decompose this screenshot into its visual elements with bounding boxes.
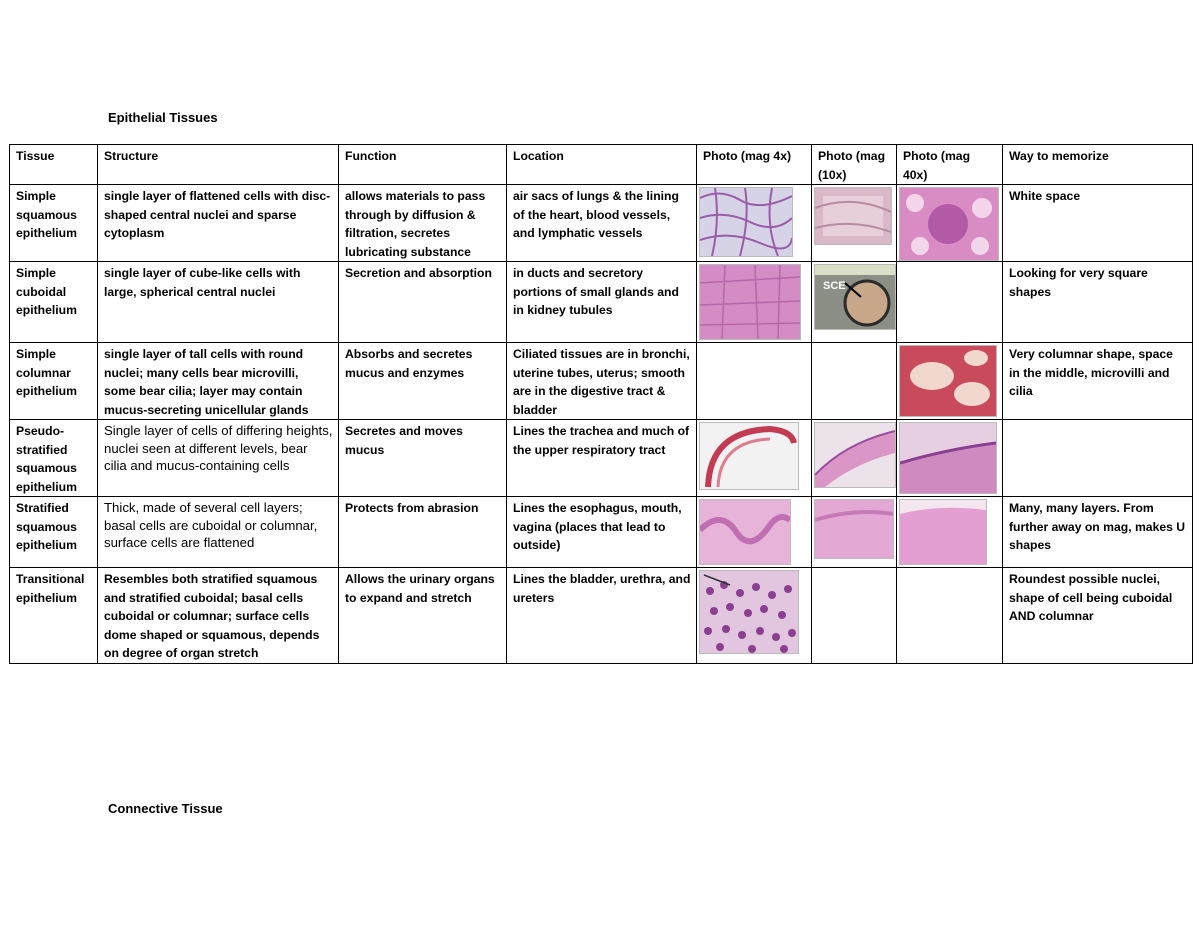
page-title: Epithelial Tissues: [108, 110, 218, 125]
photo-40x-cell: [897, 420, 1003, 497]
micrograph-image: [814, 499, 894, 559]
header-cell: Way to memorize: [1003, 145, 1193, 185]
micrograph-image: [899, 499, 987, 565]
tissue-cell: Simple columnar epithelium: [10, 343, 98, 420]
header-cell: Function: [339, 145, 507, 185]
micrograph-image: [814, 264, 896, 330]
photo-4x-cell: [697, 420, 812, 497]
table-row: [10, 497, 1193, 568]
micrograph-image: [899, 345, 997, 417]
table-row: [10, 185, 1193, 262]
location-cell: Ciliated tissues are in bronchi, uterine tubes, uterus; smooth are in the digestive tract & bladder: [507, 343, 697, 420]
photo-4x-cell: [697, 185, 812, 262]
header-cell: Photo (mag (10x): [812, 145, 897, 185]
photo-4x-cell: [697, 262, 812, 343]
function-cell: Protects from abrasion: [339, 497, 507, 568]
memorize-cell: Many, many layers. From further away on mag, makes U shapes: [1003, 497, 1193, 568]
header-cell: Structure: [98, 145, 339, 185]
memorize-cell: [1003, 420, 1193, 497]
header-cell: Photo (mag 40x): [897, 145, 1003, 185]
function-cell: Secretion and absorption: [339, 262, 507, 343]
function-cell: allows materials to pass through by diffusion & filtration, secretes lubricating substance: [339, 185, 507, 262]
photo-10x-cell: [812, 497, 897, 568]
tissue-cell: Pseudo-stratified squamous epithelium: [10, 420, 98, 497]
photo-4x-cell: [697, 343, 812, 420]
micrograph-image: [814, 187, 892, 245]
function-cell: Secretes and moves mucus: [339, 420, 507, 497]
location-cell: Lines the bladder, urethra, and ureters: [507, 568, 697, 664]
photo-4x-cell: [697, 497, 812, 568]
micrograph-image: [699, 570, 799, 654]
photo-10x-cell: [812, 262, 897, 343]
location-cell: in ducts and secretory portions of small glands and in kidney tubules: [507, 262, 697, 343]
photo-10x-cell: [812, 343, 897, 420]
micrograph-image: [699, 422, 799, 490]
micrograph-image: [699, 187, 793, 257]
photo-10x-cell: [812, 185, 897, 262]
memorize-cell: Looking for very square shapes: [1003, 262, 1193, 343]
micrograph-image: [899, 187, 999, 261]
tissue-cell: Transitional epithelium: [10, 568, 98, 664]
photo-40x-cell: [897, 185, 1003, 262]
header-cell: Photo (mag 4x): [697, 145, 812, 185]
structure-cell: Resembles both stratified squamous and stratified cuboidal; basal cells cuboidal or columnar; surface cells dome shaped or squamous, depends on degree of organ stretch: [98, 568, 339, 664]
tissue-cell: Stratified squamous epithelium: [10, 497, 98, 568]
table-row: [10, 420, 1193, 497]
memorize-cell: White space: [1003, 185, 1193, 262]
structure-cell: Thick, made of several cell layers; basal cells are cuboidal or columnar, surface cells are flattened: [98, 497, 339, 568]
location-cell: Lines the esophagus, mouth, vagina (places that lead to outside): [507, 497, 697, 568]
table-row: [10, 262, 1193, 343]
structure-cell: single layer of cube-like cells with large, spherical central nuclei: [98, 262, 339, 343]
micrograph-image: [699, 264, 801, 340]
micrograph-image: [699, 499, 791, 565]
tissue-cell: Simple cuboidal epithelium: [10, 262, 98, 343]
header-cell: Location: [507, 145, 697, 185]
structure-cell: Single layer of cells of differing heights, nuclei seen at different levels, bear cilia and mucus-containing cells: [98, 420, 339, 497]
memorize-cell: Roundest possible nuclei, shape of cell being cuboidal AND columnar: [1003, 568, 1193, 664]
tissue-cell: Simple squamous epithelium: [10, 185, 98, 262]
photo-10x-cell: [812, 420, 897, 497]
structure-cell: single layer of tall cells with round nuclei; many cells bear microvilli, some bear cilia; layer may contain mucus-secreting unicellular glands: [98, 343, 339, 420]
epithelial-tissue-table: [9, 144, 1193, 664]
photo-40x-cell: [897, 343, 1003, 420]
header-cell: Tissue: [10, 145, 98, 185]
section-heading: Connective Tissue: [108, 801, 223, 816]
photo-40x-cell: [897, 497, 1003, 568]
photo-label: SCE: [823, 280, 846, 292]
memorize-cell: Very columnar shape, space in the middle, microvilli and cilia: [1003, 343, 1193, 420]
table-row: [10, 343, 1193, 420]
micrograph-image: [899, 422, 997, 494]
location-cell: Lines the trachea and much of the upper respiratory tract: [507, 420, 697, 497]
photo-10x-cell: [812, 568, 897, 664]
photo-40x-cell: [897, 568, 1003, 664]
table-row: [10, 568, 1193, 664]
location-cell: air sacs of lungs & the lining of the heart, blood vessels, and lymphatic vessels: [507, 185, 697, 262]
structure-cell: single layer of flattened cells with disc-shaped central nuclei and sparse cytoplasm: [98, 185, 339, 262]
table-header-row: [10, 145, 1193, 185]
photo-40x-cell: [897, 262, 1003, 343]
photo-4x-cell: [697, 568, 812, 664]
function-cell: Absorbs and secretes mucus and enzymes: [339, 343, 507, 420]
micrograph-image: [814, 422, 896, 488]
function-cell: Allows the urinary organs to expand and stretch: [339, 568, 507, 664]
